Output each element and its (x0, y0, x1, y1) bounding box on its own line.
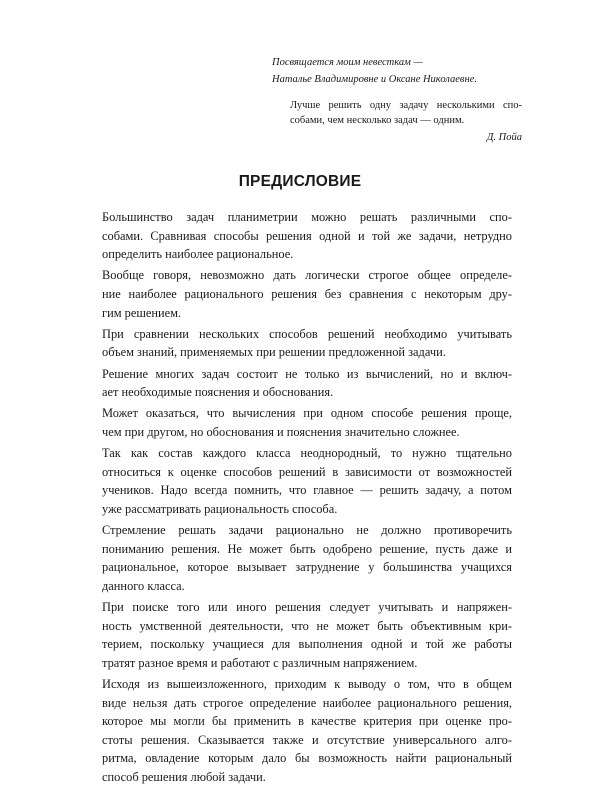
paragraph-line: Стремление решать задачи рационально не должно противоречить (102, 523, 512, 538)
paragraph-line: объем знаний, применяемых при решении предложенной задачи. (102, 345, 446, 360)
paragraph (88, 208, 512, 264)
paragraph-line: Так как состав каждого класса неоднородный, то нужно тщательно (102, 446, 512, 461)
paragraph-line: уже рассматривать рациональность способа. (102, 501, 338, 516)
paragraph-line: терием, поскольку учащиеся для выполнения одной и той же работы (102, 637, 512, 652)
dedication-line: Посвящается моим невесткам — (272, 57, 423, 68)
paragraph-line: относиться к оценке способов решений в зависимости от возможностей (102, 464, 512, 479)
paragraph (88, 444, 512, 518)
paragraph-line: При поиске того или иного решения следует учитывать и напряжен- (102, 600, 512, 615)
paragraph (88, 598, 512, 672)
paragraph-line: данного класса. (102, 578, 185, 593)
paragraph-line: определить наиболее рациональное. (102, 247, 294, 262)
paragraph-line: виде нельзя дать строгое определение наиболее рационального решения, (102, 695, 512, 710)
paragraph-line: учеников. Надо всегда помнить, что главное — решить задачу, а потом (102, 483, 512, 498)
epigraph (290, 98, 522, 145)
paragraph-line: чем при другом, но обоснования и пояснения значительно сложнее. (102, 424, 460, 439)
paragraph-line: Исходя из вышеизложенного, приходим к выводу о том, что в общем (102, 677, 512, 691)
paragraph-line: собами. Сравнивая способы решения одной и той же задачи, нетрудно (102, 228, 512, 243)
paragraph-line: способ решения любой задачи. (102, 769, 266, 784)
paragraph (88, 325, 512, 362)
paragraph (88, 365, 512, 402)
dedication (272, 54, 572, 88)
paragraph-line: ритма, овладение которым дало бы возможность найти рациональный (102, 751, 512, 766)
epigraph-author: Д. Пойа (486, 132, 522, 143)
preface-body (88, 208, 512, 789)
epigraph-line: собами, чем несколько задач — одним. (290, 115, 465, 126)
paragraph-line: рациональное, которое вызывает затруднение у большинства учащихся (102, 560, 512, 575)
paragraph-line: При сравнении нескольких способов решений необходимо учитывать (102, 326, 512, 341)
paragraph-line: стоты решения. Сказывается также и отсутствие универсального алго- (102, 732, 512, 747)
paragraph-line: Вообще говоря, невозможно дать логически строгое общее определе- (102, 268, 512, 283)
dedication-line: Наталье Владимировне и Оксане Николаевне. (272, 74, 477, 85)
paragraph-line: тратят разное время и работают с различным напряжением. (102, 655, 418, 670)
paragraph-line: ние наиболее рационального решения без сравнения с некоторым дру- (102, 286, 512, 301)
paragraph-line: ность умственной деятельности, что не может быть объективным кри- (102, 618, 512, 633)
paragraph-line: Решение многих задач состоит не только из вычислений, но и включ- (102, 366, 512, 381)
paragraph (88, 521, 512, 595)
epigraph-quote (290, 98, 522, 128)
paragraph-line: Может оказаться, что вычисления при одном способе решения проще, (102, 406, 512, 421)
paragraph-line: которое мы могли бы применить в качестве критерия при оценке про- (102, 714, 512, 729)
paragraph-line: ает необходимые пояснения и обоснования. (102, 385, 334, 400)
page-title: ПРЕДИСЛОВИЕ (238, 173, 362, 190)
paragraph-line: пониманию решения. Не может быть одобрено решение, пусть даже и (102, 541, 512, 556)
epigraph-line: Лучше решить одну задачу несколькими спо- (290, 100, 522, 111)
paragraph (88, 404, 512, 441)
paragraph-line: Большинство задач планиметрии можно решать различными спо- (102, 210, 512, 224)
paragraph-line: гим решением. (102, 305, 182, 320)
paragraph (88, 266, 512, 322)
paragraph (88, 675, 512, 787)
